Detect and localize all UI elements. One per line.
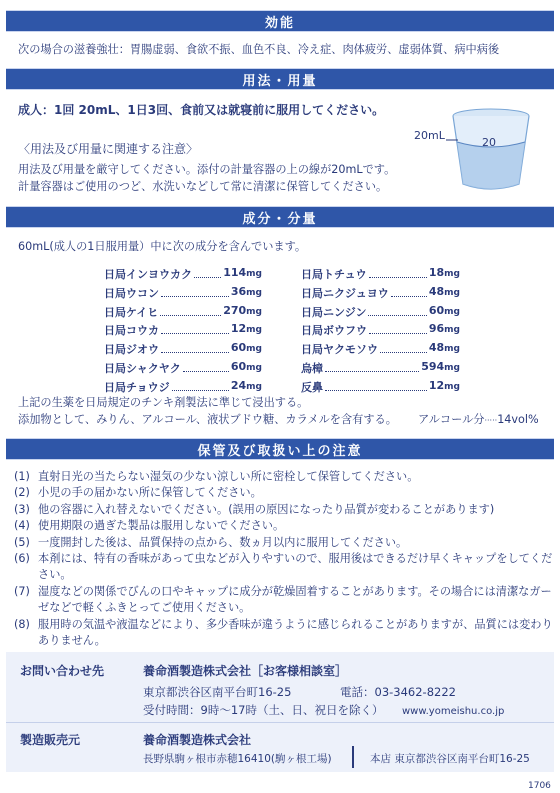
ingredient-value: 24 bbox=[230, 378, 247, 392]
leader-dots bbox=[161, 341, 229, 353]
usage-note-line2: 計量容器はご使用のつど、水洗いなどして常に清潔に保管してください。 bbox=[18, 180, 388, 193]
ingredient-unit: mg bbox=[444, 344, 460, 355]
alcohol-label: アルコール分 bbox=[418, 413, 485, 426]
storage-note-item bbox=[14, 617, 554, 650]
ingredient-unit: mg bbox=[444, 363, 460, 373]
ingredients-footer1: 上記の生薬を日局規定のチンキ剤製法に準じて浸出する。 bbox=[18, 396, 309, 409]
ingredient-name: 日局チョウジ bbox=[104, 380, 170, 394]
ingredient-amount bbox=[223, 304, 262, 320]
ingredient-name: 日局インヨウカク bbox=[104, 268, 192, 281]
ingredient-row bbox=[104, 266, 262, 282]
ingredient-value: 12 bbox=[230, 322, 247, 336]
note-text: 直射日光の当たらない湿気の少ない涼しい所に密栓して保管してください。 bbox=[38, 470, 419, 483]
leader-dots bbox=[160, 304, 221, 316]
ingredient-amount bbox=[429, 341, 460, 357]
note-number: (4) bbox=[14, 519, 30, 533]
manufacturer-company: 養命酒製造株式会社 bbox=[143, 733, 252, 747]
storage-title: 保管及び取扱い上の注意 bbox=[197, 443, 363, 459]
manufacturer-head-office: 本店 東京都渋谷区南平台町16-25 bbox=[370, 753, 530, 765]
ingredient-amount bbox=[223, 266, 262, 282]
note-number: (6) bbox=[14, 552, 30, 566]
storage-note-item bbox=[14, 535, 554, 551]
leader-dots bbox=[325, 379, 427, 391]
ingredient-value: 12 bbox=[428, 378, 445, 392]
ingredient-row bbox=[301, 322, 460, 338]
usage-header bbox=[6, 68, 554, 90]
ingredient-unit: mg bbox=[246, 363, 262, 373]
note-number: (8) bbox=[14, 617, 30, 631]
note-text: 本剤には、特有の香味があって虫などが入りやすいので、服用後はできるだけ早くキャップをしてください。 bbox=[38, 552, 553, 582]
ingredient-row bbox=[301, 379, 460, 395]
note-text: 他の容器に入れ替えないでください。(誤用の原因になったり品質が変わることがあります) bbox=[38, 502, 495, 516]
cup-fill-mark: 20 bbox=[482, 136, 496, 149]
ingredient-value: 48 bbox=[428, 341, 445, 355]
storage-note-item bbox=[14, 469, 554, 485]
ingredient-name: 反鼻 bbox=[301, 380, 323, 394]
ingredient-row bbox=[104, 341, 262, 357]
note-text: 小児の手の届かない所に保管してください。 bbox=[38, 486, 262, 500]
ingredient-amount bbox=[231, 360, 262, 376]
ingredient-unit: mg bbox=[246, 287, 262, 298]
leader-dots bbox=[161, 322, 229, 334]
cup-capacity-label: 20mL bbox=[414, 129, 445, 142]
ingredient-amount bbox=[421, 360, 460, 376]
ingredient-amount bbox=[231, 322, 262, 338]
leader-dots bbox=[368, 304, 426, 316]
note-text: 湿度などの関係でびんの口やキャップに成分が乾燥固着することがあります。その場合には清潔なガーゼなどで軽くふきとってご使用ください。 bbox=[38, 584, 552, 615]
ingredient-unit: mg bbox=[444, 287, 460, 298]
ingredient-row bbox=[104, 322, 262, 338]
alcohol-content: アルコール分·····14vol% bbox=[418, 413, 539, 426]
ingredients-footer2: 添加物として、みりん、アルコール、液状ブドウ糖、カラメルを含有する。 bbox=[18, 413, 397, 426]
ingredient-unit: mg bbox=[444, 325, 460, 336]
note-number: (5) bbox=[14, 535, 30, 549]
leader-dots bbox=[369, 266, 427, 278]
ingredient-name: 日局ケイヒ bbox=[104, 305, 159, 319]
ingredient-name: 烏樟 bbox=[301, 362, 323, 375]
ingredient-value: 594 bbox=[421, 360, 445, 373]
storage-note-item bbox=[14, 485, 554, 501]
leader-dots bbox=[325, 360, 419, 372]
note-text: 使用期限の過ぎた製品は服用しないでください。 bbox=[38, 519, 285, 533]
leader-dots bbox=[161, 285, 229, 297]
ingredient-unit: mg bbox=[246, 325, 262, 336]
contact-url[interactable]: www.yomeishu.co.jp bbox=[402, 706, 505, 717]
ingredient-name: 日局トチュウ bbox=[301, 268, 367, 281]
ingredient-name: 日局ヤクモソウ bbox=[301, 343, 378, 357]
ingredient-row bbox=[301, 341, 460, 357]
ingredient-amount bbox=[231, 341, 262, 357]
storage-note-item bbox=[14, 584, 554, 617]
ingredient-name: 日局ジオウ bbox=[104, 343, 159, 357]
contact-address: 東京都渋谷区南平台町16-25 bbox=[143, 685, 292, 699]
contact-label: お問い合わせ先 bbox=[20, 664, 105, 678]
contact-hours: 受付時間：9時〜17時（土、日、祝日を除く） bbox=[143, 703, 384, 717]
ingredient-name: 日局シャクヤク bbox=[104, 362, 181, 375]
leader-dots bbox=[391, 285, 427, 297]
ingredient-value: 114 bbox=[223, 266, 247, 279]
leader-dots bbox=[380, 341, 427, 353]
ingredient-amount bbox=[231, 285, 262, 301]
manufacturer-factory: 長野県駒ヶ根市赤穂16410(駒ヶ根工場) bbox=[143, 753, 332, 765]
ingredient-value: 18 bbox=[428, 266, 445, 279]
ingredient-value: 270 bbox=[223, 303, 247, 317]
note-number: (7) bbox=[14, 584, 30, 598]
ingredient-row bbox=[301, 360, 460, 376]
ingredient-name: 日局ニンジン bbox=[301, 305, 367, 319]
ingredient-amount bbox=[231, 379, 262, 395]
storage-note-item bbox=[14, 502, 554, 518]
ingredient-name: 日局ウコン bbox=[104, 286, 159, 300]
manufacturer-label: 製造販売元 bbox=[20, 733, 81, 747]
note-text: 服用時の気温や液温などにより、多少香味が違うように感じられることがありますが、品質には変わりありません。 bbox=[38, 617, 553, 648]
efficacy-text: 次の場合の滋養強壮：胃腸虚弱、食欲不振、血色不良、冷え症、肉体疲労、虚弱体質、病中病後 bbox=[18, 43, 500, 56]
ingredient-unit: mg bbox=[444, 306, 460, 317]
ingredient-amount bbox=[429, 304, 460, 320]
storage-header bbox=[6, 438, 554, 460]
ingredients-intro: 60mL(成人の1日服用量）中に次の成分を含んでいます。 bbox=[18, 240, 307, 253]
ingredient-value: 96 bbox=[428, 322, 445, 336]
ingredient-name: 日局コウカ bbox=[104, 324, 159, 338]
ingredient-value: 60 bbox=[230, 360, 247, 373]
ingredient-value: 36 bbox=[230, 284, 247, 298]
ingredient-unit: mg bbox=[444, 381, 460, 392]
ingredient-unit: mg bbox=[246, 306, 262, 317]
ingredient-row bbox=[301, 285, 460, 301]
usage-note-heading: 〈用法及び用量に関連する注意〉 bbox=[18, 142, 199, 156]
ingredients-title: 成分・分量 bbox=[242, 211, 318, 227]
efficacy-header bbox=[6, 10, 554, 32]
note-number: (2) bbox=[14, 486, 30, 500]
ingredients-header bbox=[6, 206, 554, 228]
ingredient-row bbox=[301, 266, 460, 282]
footer-divider bbox=[6, 722, 554, 723]
storage-note-item bbox=[14, 518, 554, 534]
contact-phone: 電話：03-3462-8222 bbox=[340, 685, 456, 699]
ingredient-name: 日局ボウフウ bbox=[301, 324, 367, 338]
ingredient-value: 48 bbox=[428, 284, 445, 298]
usage-title: 用法・用量 bbox=[242, 73, 318, 89]
document-code: 1706 bbox=[528, 781, 551, 791]
ingredient-unit: mg bbox=[246, 381, 262, 392]
efficacy-title: 効能 bbox=[264, 15, 295, 31]
storage-note-item bbox=[14, 551, 554, 584]
ingredient-amount bbox=[429, 379, 460, 395]
ingredient-row bbox=[301, 304, 460, 320]
dosage-text: 成人：1回 20mL、1日3回、食前又は就寝前に服用してください。 bbox=[18, 103, 385, 117]
leader-dots bbox=[183, 360, 229, 372]
ingredient-unit: mg bbox=[246, 344, 262, 355]
ingredient-amount bbox=[429, 266, 460, 282]
ingredient-unit: mg bbox=[444, 269, 460, 279]
leader-dots bbox=[369, 322, 427, 334]
note-number: (1) bbox=[14, 470, 30, 483]
ingredient-row bbox=[104, 360, 262, 376]
storage-notes-list bbox=[14, 469, 554, 649]
alcohol-value: 14vol% bbox=[497, 413, 539, 426]
usage-note-line1: 用法及び用量を厳守してください。添付の計量容器の上の線が20mLです。 bbox=[18, 163, 396, 176]
contact-company: 養命酒製造株式会社［お客様相談室］ bbox=[143, 664, 348, 678]
note-number: (3) bbox=[14, 502, 30, 516]
leader-dots bbox=[194, 266, 221, 278]
note-text: 一度開封した後は、品質保持の点から、数ヵ月以内に服用してください。 bbox=[38, 535, 408, 549]
ingredient-row bbox=[104, 285, 262, 301]
ingredient-unit: mg bbox=[246, 269, 262, 279]
ingredient-amount bbox=[429, 322, 460, 338]
ingredient-row bbox=[104, 304, 262, 320]
ingredient-value: 60 bbox=[428, 303, 445, 317]
leader-dots bbox=[172, 379, 229, 391]
ingredient-name: 日局ニクジュヨウ bbox=[301, 286, 389, 300]
ingredient-amount bbox=[429, 285, 460, 301]
ingredient-row bbox=[104, 379, 262, 395]
footer-separator bbox=[352, 746, 354, 768]
ingredient-value: 60 bbox=[230, 341, 247, 355]
